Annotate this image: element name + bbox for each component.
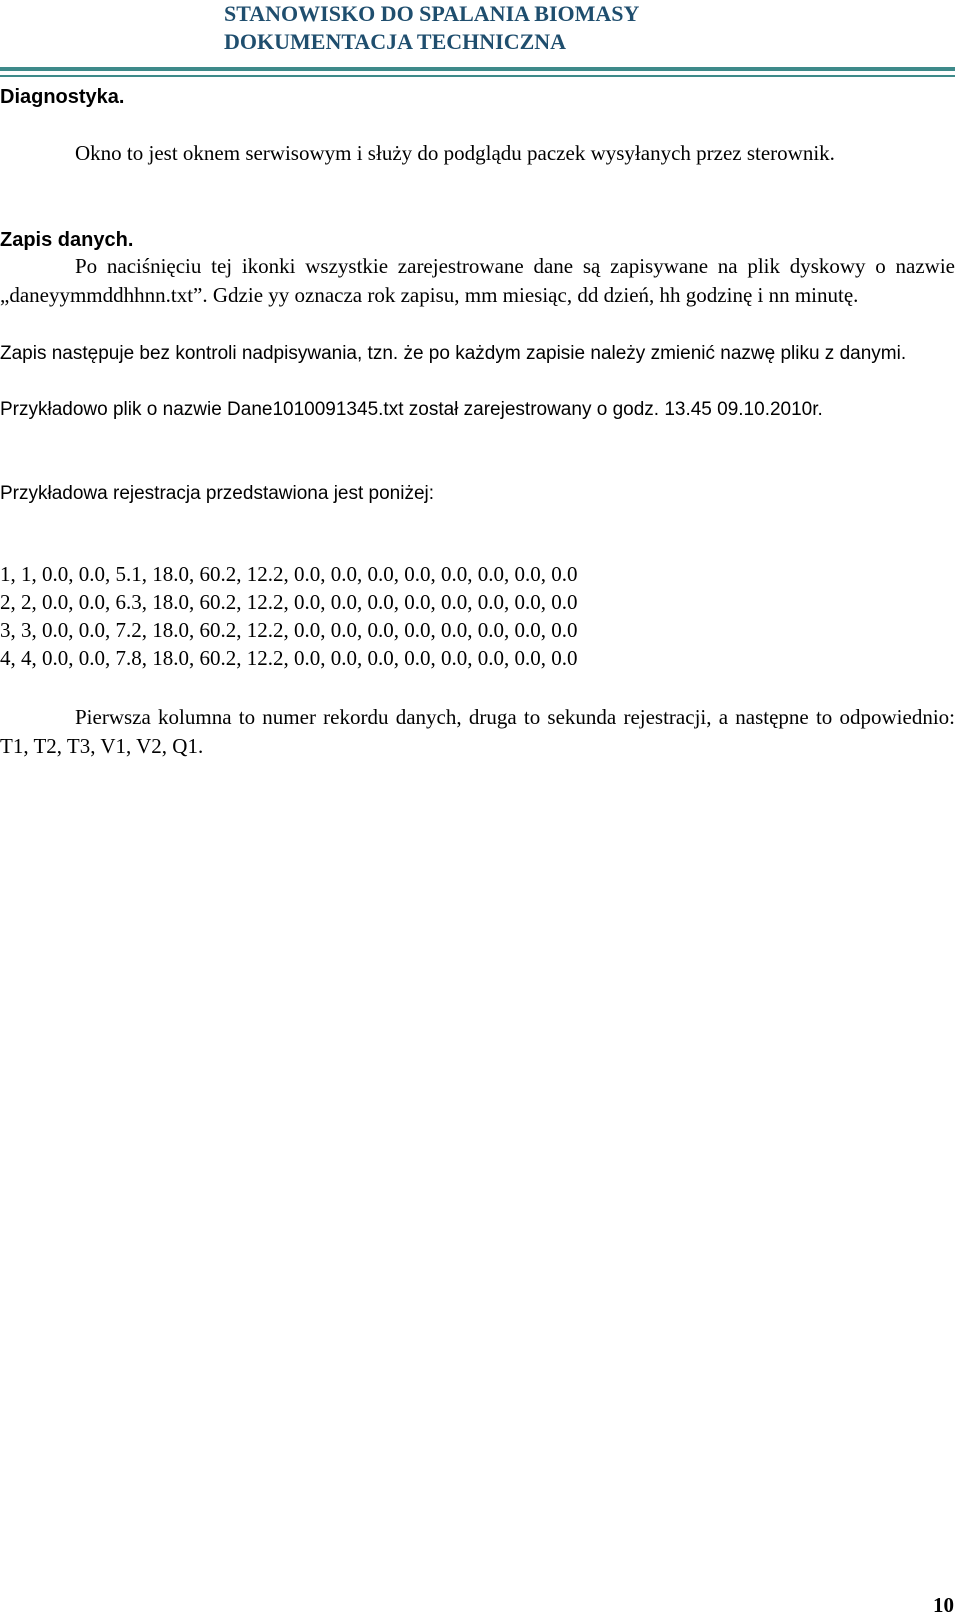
page-number: 10 [933,1593,954,1617]
example-intro: Przykładowa rejestracja przedstawiona jest poniżej: [0,483,435,504]
data-row: 3, 3, 0.0, 0.0, 7.2, 18.0, 60.2, 12.2, 0.0, 0.0, 0.0, 0.0, 0.0, 0.0, 0.0, 0.0 [0,618,578,642]
column-description: Pierwsza kolumna to numer rekordu danych, druga to sekunda rejestracji, a następne to odpowiednio: T1, T2, T3, V1, V2, Q1. [0,705,955,758]
header-title-line2: DOKUMENTACJA TECHNICZNA [224,29,567,54]
header-divider-thin [0,75,955,77]
data-row: 4, 4, 0.0, 0.0, 7.8, 18.0, 60.2, 12.2, 0.0, 0.0, 0.0, 0.0, 0.0, 0.0, 0.0, 0.0 [0,646,578,670]
section-heading-zapis-danych: Zapis danych. [0,229,134,251]
header-title-line1: STANOWISKO DO SPALANIA BIOMASY [224,1,640,26]
data-row: 2, 2, 0.0, 0.0, 6.3, 18.0, 60.2, 12.2, 0.0, 0.0, 0.0, 0.0, 0.0, 0.0, 0.0, 0.0 [0,590,578,614]
diagnostyka-paragraph: Okno to jest oknem serwisowym i służy do podglądu paczek wysyłanych przez sterownik. [75,141,835,165]
zapis-paragraph-3: Przykładowo plik o nazwie Dane1010091345.txt został zarejestrowany o godz. 13.45 09.10.2010r. [0,399,823,420]
data-row: 1, 1, 0.0, 0.0, 5.1, 18.0, 60.2, 12.2, 0.0, 0.0, 0.0, 0.0, 0.0, 0.0, 0.0, 0.0 [0,562,578,586]
header-divider-thick [0,67,955,71]
zapis-paragraph-2: Zapis następuje bez kontroli nadpisywania, tzn. że po każdym zapisie należy zmienić nazwę pliku z danymi. [0,343,907,364]
document-header [224,0,639,56]
zapis-paragraph-1: Po naciśnięciu tej ikonki wszystkie zarejestrowane dane są zapisywane na plik dyskowy o nazwie „daneyymmddhhnn.txt”. Gdzie yy oznacza rok zapisu, mm miesiąc, dd dzień, hh godzinę i nn minutę. [0,254,955,307]
section-heading-diagnostyka: Diagnostyka. [0,86,125,108]
